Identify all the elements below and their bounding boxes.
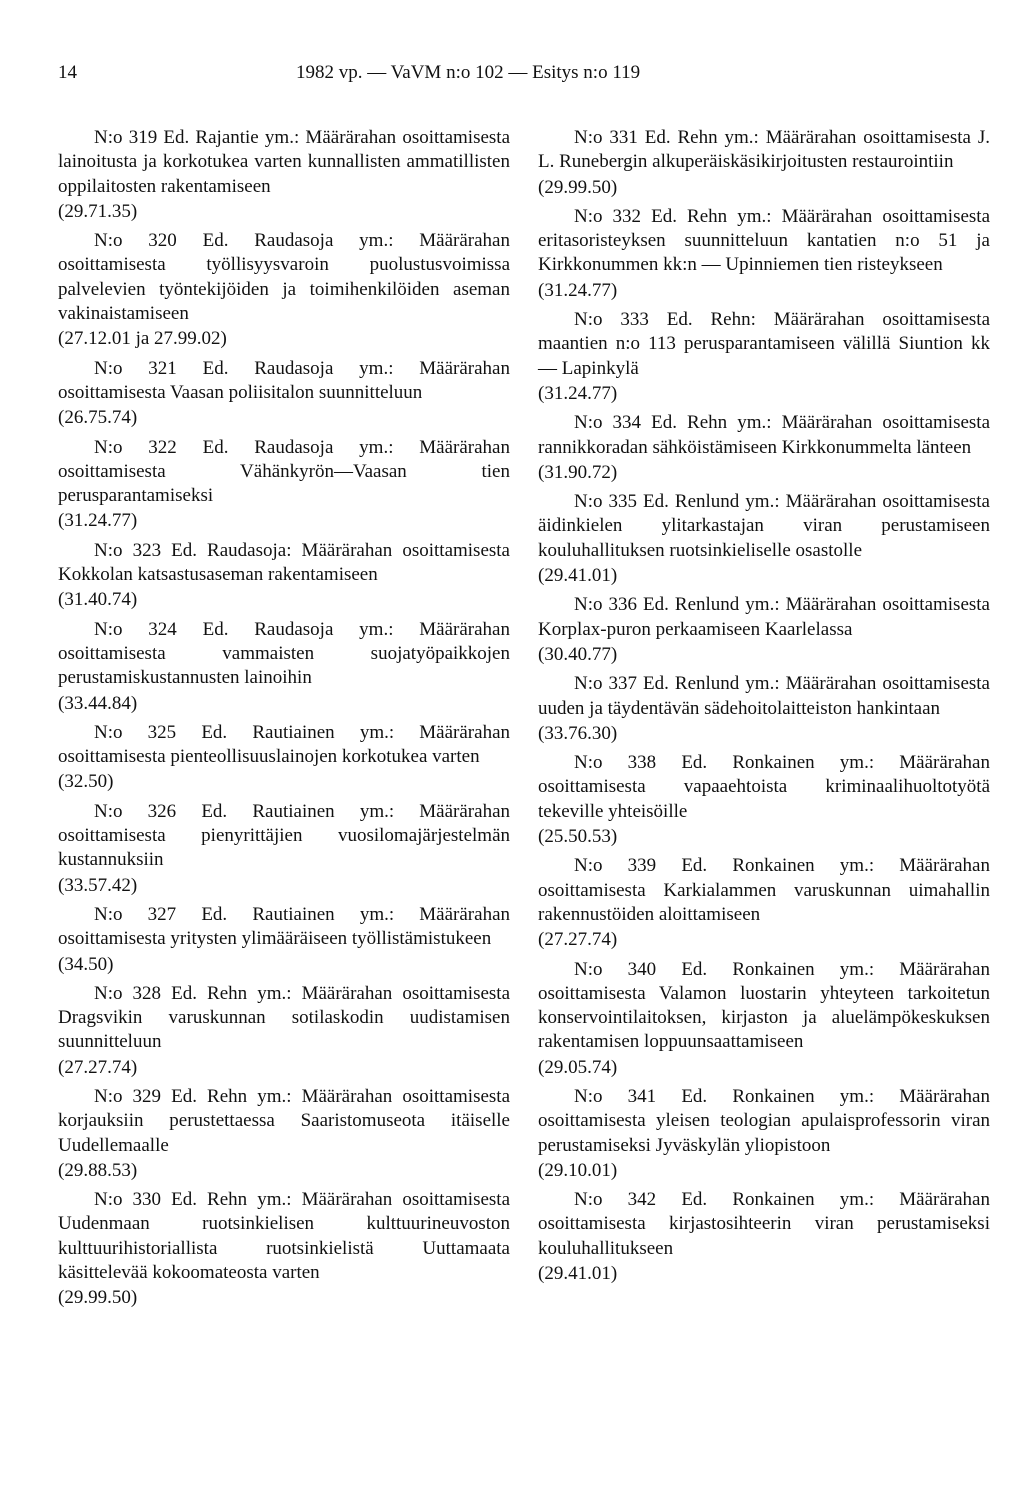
motion-entry xyxy=(538,490,990,588)
right-column xyxy=(538,126,990,1291)
motion-text: N:o 337 Ed. Renlund ym.: Määrärahan osoittamisesta uuden ja täydentävän sädehoitolaitteiston hankintaan xyxy=(538,673,990,719)
budget-code: (34.50) xyxy=(58,953,114,975)
budget-code: (30.40.77) xyxy=(538,643,618,665)
budget-code: (29.10.01) xyxy=(538,1159,618,1181)
motion-entry xyxy=(538,308,990,406)
budget-code: (26.75.74) xyxy=(58,407,138,429)
budget-code: (27.12.01 ja 27.99.02) xyxy=(58,328,227,350)
motion-text: N:o 338 Ed. Ronkainen ym.: Määrärahan osoittamisesta vapaaehtoista kriminaalihuoltotyötä tekeville yhteisöille xyxy=(538,752,990,822)
motion-entry xyxy=(538,1188,990,1286)
motion-entry xyxy=(58,982,510,1080)
page-number: 14 xyxy=(58,62,77,83)
motion-text: N:o 329 Ed. Rehn ym.: Määrärahan osoittamisesta korjauksiin perustettaessa Saaristomuseota itäiselle Uudellemaalle xyxy=(58,1085,510,1156)
motion-entry xyxy=(538,411,990,485)
budget-code: (29.99.50) xyxy=(58,1287,138,1309)
motion-text: N:o 324 Ed. Raudasoja ym.: Määrärahan osoittamisesta vammaisten suojatyöpaikkojen perustamiskustannusten lainoihin xyxy=(58,618,510,689)
left-column xyxy=(58,126,510,1316)
budget-code: (29.05.74) xyxy=(538,1056,618,1078)
budget-code: (31.24.77) xyxy=(538,382,618,404)
motion-entry xyxy=(538,205,990,303)
motion-entry xyxy=(58,903,510,977)
motion-entry xyxy=(538,854,990,952)
budget-code: (27.27.74) xyxy=(58,1056,138,1078)
budget-code: (31.40.74) xyxy=(58,589,138,611)
motion-entry xyxy=(538,126,990,200)
motion-entry xyxy=(538,1085,990,1183)
budget-code: (31.24.77) xyxy=(538,279,618,301)
budget-code: (33.44.84) xyxy=(58,692,138,714)
motion-text: N:o 330 Ed. Rehn ym.: Määrärahan osoittamisesta Uudenmaan ruotsinkielisen kulttuurineuvoston kulttuurihistoriallista ruotsinkielistä Uuttamaata käsittelevää kokoomateosta varten xyxy=(58,1189,510,1284)
budget-code: (29.88.53) xyxy=(58,1159,138,1181)
motion-entry xyxy=(58,618,510,716)
budget-code: (31.90.72) xyxy=(538,461,618,483)
motion-text: N:o 334 Ed. Rehn ym.: Määrärahan osoittamisesta rannikkoradan sähköistämiseen Kirkkonummelta länteen xyxy=(538,412,990,458)
budget-code: (33.76.30) xyxy=(538,722,618,744)
budget-code: (29.41.01) xyxy=(538,1263,618,1285)
budget-code: (29.71.35) xyxy=(58,200,138,222)
motion-entry xyxy=(538,593,990,667)
motion-text: N:o 325 Ed. Rautiainen ym.: Määrärahan osoittamisesta pienteollisuuslainojen korkotukea varten xyxy=(58,721,510,768)
motion-text: N:o 321 Ed. Raudasoja ym.: Määrärahan osoittamisesta Vaasan poliisitalon suunnitteluun xyxy=(58,357,510,403)
motion-text: N:o 333 Ed. Rehn: Määrärahan osoittamisesta maantien n:o 113 perusparantamiseen välillä Siuntion kk — Lapinkylä xyxy=(538,309,990,379)
motion-text: N:o 335 Ed. Renlund ym.: Määrärahan osoittamisesta äidinkielen ylitarkastajan viran perustamiseen kouluhallituksen ruotsinkieliselle osastolle xyxy=(538,491,990,561)
motion-text: N:o 332 Ed. Rehn ym.: Määrärahan osoittamisesta eritasoristeyksen suunnitteluun kantatien n:o 51 ja Kirkkonummen kk:n — Upinniemen tien risteykseen xyxy=(538,205,990,276)
motion-text: N:o 340 Ed. Ronkainen ym.: Määrärahan osoittamisesta Valamon luostarin yhteyteen tarkoitetun konservointilaitoksen, kirjaston ja aluelämpökeskuksen rakentamisen loppuunsaattamiseen xyxy=(538,958,990,1053)
motion-entry xyxy=(58,229,510,351)
motion-text: N:o 341 Ed. Ronkainen ym.: Määrärahan osoittamisesta yleisen teologian apulaisprofessorin viran perustamiseksi Jyväskylän yliopistoon xyxy=(538,1085,990,1156)
budget-code: (31.24.77) xyxy=(58,510,138,532)
motion-entry xyxy=(58,1188,510,1310)
motion-entry xyxy=(58,539,510,613)
motion-entry xyxy=(58,126,510,224)
motion-entry xyxy=(58,721,510,795)
motion-text: N:o 322 Ed. Raudasoja ym.: Määrärahan osoittamisesta Vähänkyrön—Vaasan tien perusparantamiseksi xyxy=(58,436,510,507)
page-header xyxy=(58,62,718,92)
motion-text: N:o 342 Ed. Ronkainen ym.: Määrärahan osoittamisesta kirjastosihteerin viran perustamiseksi kouluhallitukseen xyxy=(538,1189,990,1259)
budget-code: (25.50.53) xyxy=(538,826,618,848)
motion-text: N:o 320 Ed. Raudasoja ym.: Määrärahan osoittamisesta työllisyysvaroin puolustusvoimissa palvelevien työntekijöiden ja toimihenkilöiden aseman vakinaistamiseen xyxy=(58,230,510,325)
motion-entry xyxy=(58,800,510,898)
motion-text: N:o 326 Ed. Rautiainen ym.: Määrärahan osoittamisesta pienyrittäjien vuosilomajärjestelmän kustannuksiin xyxy=(58,800,510,871)
motion-text: N:o 319 Ed. Rajantie ym.: Määrärahan osoittamisesta lainoitusta ja korkotukea varten kunnallisten ammatillisten oppilaitosten rakentamiseen xyxy=(58,127,510,197)
budget-code: (27.27.74) xyxy=(538,929,618,951)
motion-entry xyxy=(538,672,990,746)
budget-code: (33.57.42) xyxy=(58,874,138,896)
motion-entry xyxy=(58,436,510,534)
motion-entry xyxy=(538,958,990,1080)
motion-entry xyxy=(58,1085,510,1183)
motion-text: N:o 327 Ed. Rautiainen ym.: Määrärahan osoittamisesta yritysten ylimääräiseen työllistämistukeen xyxy=(58,903,510,950)
motion-text: N:o 331 Ed. Rehn ym.: Määrärahan osoittamisesta J. L. Runebergin alkuperäiskäsikirjoitusten restaurointiin xyxy=(538,127,990,173)
budget-code: (29.99.50) xyxy=(538,176,618,198)
motion-text: N:o 328 Ed. Rehn ym.: Määrärahan osoittamisesta Dragsvikin varuskunnan sotilaskodin uudistamisen suunnitteluun xyxy=(58,982,510,1053)
motion-text: N:o 336 Ed. Renlund ym.: Määrärahan osoittamisesta Korplax-puron perkaamiseen Kaarlelassa xyxy=(538,594,990,640)
budget-code: (29.41.01) xyxy=(538,565,618,587)
motion-text: N:o 339 Ed. Ronkainen ym.: Määrärahan osoittamisesta Karkialammen varuskunnan uimahallin rakennustöiden aloittamiseen xyxy=(538,855,990,925)
running-title: 1982 vp. — VaVM n:o 102 — Esitys n:o 119 xyxy=(296,62,641,83)
motion-text: N:o 323 Ed. Raudasoja: Määrärahan osoittamisesta Kokkolan katsastusaseman rakentamiseen xyxy=(58,539,510,586)
motion-entry xyxy=(58,357,510,431)
budget-code: (32.50) xyxy=(58,771,114,793)
motion-entry xyxy=(538,751,990,849)
